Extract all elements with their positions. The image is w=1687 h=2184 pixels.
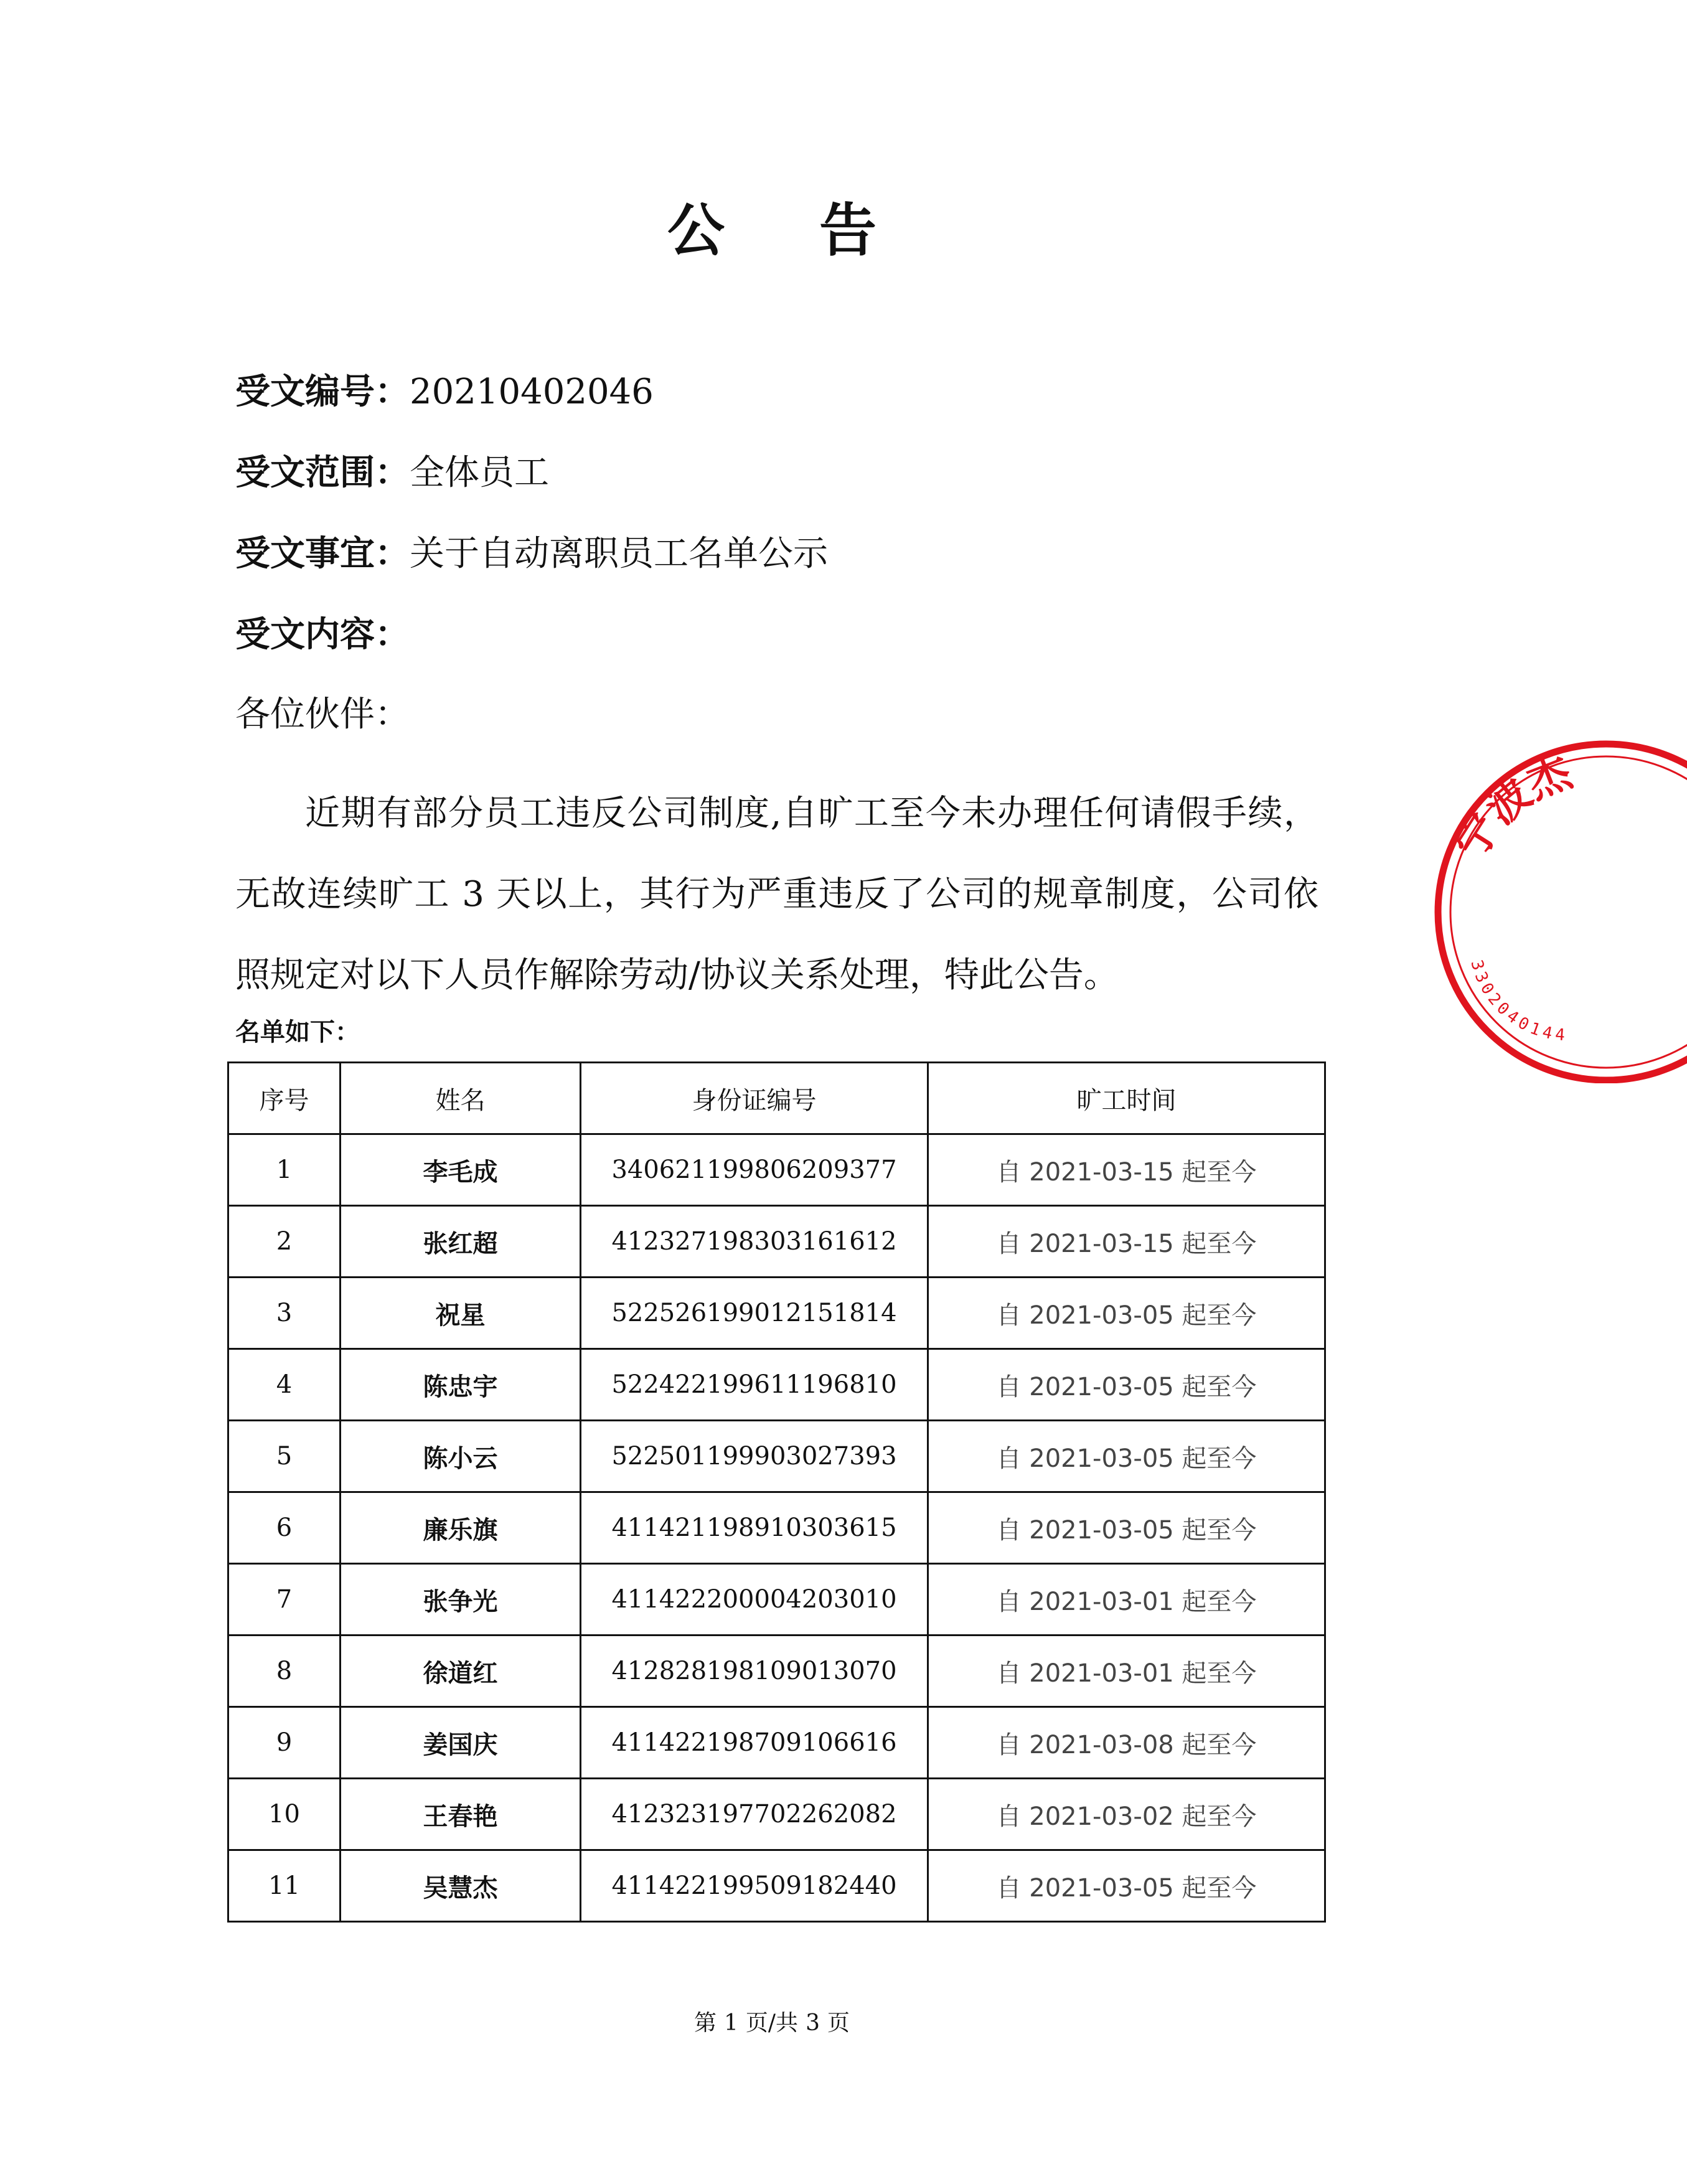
cell-absence-period: 自 2021-03-05 起至今	[928, 1492, 1325, 1564]
field-document-number	[235, 367, 654, 417]
cell-name: 吴慧杰	[341, 1850, 581, 1922]
field-content	[235, 610, 410, 660]
table-row	[228, 1707, 1325, 1779]
field-subject	[235, 529, 828, 579]
table-row	[228, 1421, 1325, 1492]
field-value: 全体员工	[410, 453, 549, 493]
table-row	[228, 1492, 1325, 1564]
cell-absence-period: 自 2021-03-05 起至今	[928, 1421, 1325, 1492]
seal-company-text: 宁波杰	[1446, 747, 1579, 868]
cell-id-number: 411422199509182440	[581, 1850, 928, 1922]
table-row	[228, 1779, 1325, 1850]
page-footer	[0, 2005, 1544, 2042]
cell-name: 陈忠宇	[341, 1349, 581, 1421]
footer-prefix: 第	[694, 2010, 717, 2036]
cell-name: 祝星	[341, 1278, 581, 1349]
cell-absence-period: 自 2021-03-01 起至今	[928, 1636, 1325, 1707]
cell-id-number: 412323197702262082	[581, 1779, 928, 1850]
body-paragraph: 近期有部分员工违反公司制度,自旷工至今未办理任何请假手续，无故连续旷工 3 天以上，其行为严重违反了公司的规章制度，公司依照规定对以下人员作解除劳动/协议关系处理，特此公告。	[235, 793, 1318, 996]
cell-name: 姜国庆	[341, 1707, 581, 1779]
cell-absence-period: 自 2021-03-05 起至今	[928, 1349, 1325, 1421]
header-name: 姓名	[341, 1063, 581, 1134]
cell-number: 2	[228, 1206, 341, 1278]
footer-middle: 页/共	[745, 2010, 799, 2036]
field-value: 关于自动离职员工名单公示	[410, 534, 828, 574]
table-row	[228, 1206, 1325, 1278]
cell-number: 9	[228, 1707, 341, 1779]
header-absence: 旷工时间	[928, 1063, 1325, 1134]
cell-number: 3	[228, 1278, 341, 1349]
table-header-row	[228, 1063, 1325, 1134]
table-body	[228, 1134, 1325, 1922]
cell-absence-period: 自 2021-03-08 起至今	[928, 1707, 1325, 1779]
cell-name: 廉乐旗	[341, 1492, 581, 1564]
field-value: 20210402046	[410, 372, 654, 412]
cell-absence-period: 自 2021-03-15 起至今	[928, 1206, 1325, 1278]
cell-number: 7	[228, 1564, 341, 1636]
list-label: 名单如下：	[235, 1018, 360, 1047]
cell-id-number: 522501199903027393	[581, 1421, 928, 1492]
header-id: 身份证编号	[581, 1063, 928, 1134]
cell-number: 4	[228, 1349, 341, 1421]
field-scope	[235, 448, 549, 498]
footer-suffix: 页	[827, 2010, 850, 2036]
cell-id-number: 412327198303161612	[581, 1206, 928, 1278]
table-row	[228, 1564, 1325, 1636]
cell-name: 徐道红	[341, 1636, 581, 1707]
cell-name: 张红超	[341, 1206, 581, 1278]
cell-id-number: 412828198109013070	[581, 1636, 928, 1707]
seal-number-text: 3302040144	[1467, 958, 1569, 1045]
cell-id-number: 411422198709106616	[581, 1707, 928, 1779]
cell-number: 6	[228, 1492, 341, 1564]
field-label: 受文范围：	[235, 453, 410, 493]
footer-current-page: 1	[724, 2010, 738, 2036]
field-label: 受文编号：	[235, 372, 410, 412]
document-title: 公 告	[667, 197, 914, 264]
table-row	[228, 1349, 1325, 1421]
cell-absence-period: 自 2021-03-15 起至今	[928, 1134, 1325, 1206]
cell-number: 10	[228, 1779, 341, 1850]
header-number: 序号	[228, 1063, 341, 1134]
table-row	[228, 1278, 1325, 1349]
table-row	[228, 1134, 1325, 1206]
footer-total-pages: 3	[806, 2010, 820, 2036]
table-row	[228, 1850, 1325, 1922]
cell-name: 王春艳	[341, 1779, 581, 1850]
employee-table	[227, 1061, 1326, 1923]
cell-absence-period: 自 2021-03-05 起至今	[928, 1850, 1325, 1922]
cell-id-number: 522526199012151814	[581, 1278, 928, 1349]
cell-name: 陈小云	[341, 1421, 581, 1492]
cell-id-number: 411421198910303615	[581, 1492, 928, 1564]
cell-absence-period: 自 2021-03-05 起至今	[928, 1278, 1325, 1349]
cell-name: 张争光	[341, 1564, 581, 1636]
cell-number: 1	[228, 1134, 341, 1206]
greeting: 各位伙伴：	[235, 694, 410, 735]
cell-id-number: 340621199806209377	[581, 1134, 928, 1206]
cell-number: 8	[228, 1636, 341, 1707]
cell-absence-period: 自 2021-03-01 起至今	[928, 1564, 1325, 1636]
cell-number: 11	[228, 1850, 341, 1922]
table-row	[228, 1636, 1325, 1707]
field-label: 受文事宜：	[235, 534, 410, 574]
cell-id-number: 411422200004203010	[581, 1564, 928, 1636]
cell-name: 李毛成	[341, 1134, 581, 1206]
cell-absence-period: 自 2021-03-02 起至今	[928, 1779, 1325, 1850]
field-label: 受文内容：	[235, 614, 410, 655]
cell-id-number: 522422199611196810	[581, 1349, 928, 1421]
company-seal	[1426, 735, 1687, 1083]
cell-number: 5	[228, 1421, 341, 1492]
